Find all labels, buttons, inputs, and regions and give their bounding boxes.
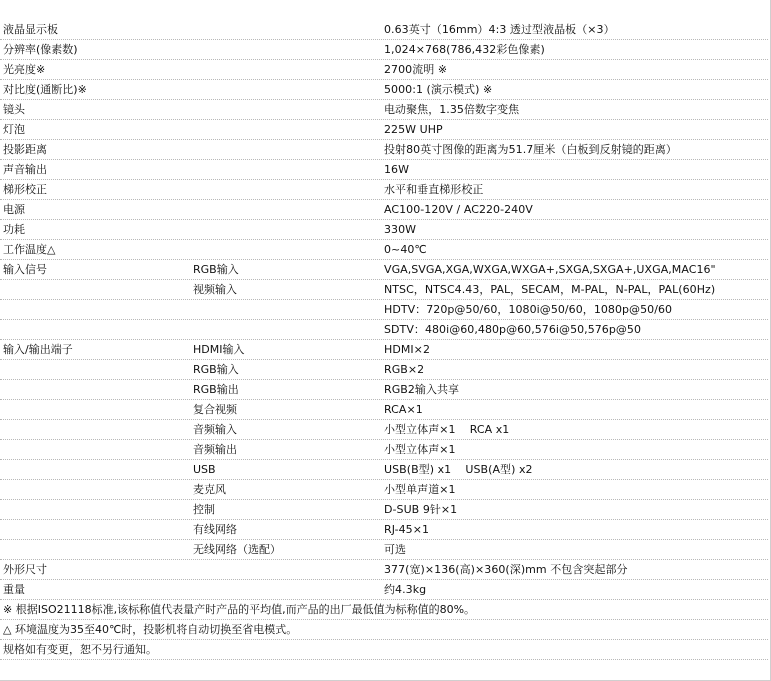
spec-label: 灯泡 — [3, 123, 25, 136]
spec-label: 分辨率(像素数) — [3, 43, 78, 56]
spec-row — [0, 240, 768, 260]
spec-row — [0, 300, 768, 320]
spec-label: 重量 — [3, 583, 25, 596]
footnote-row — [0, 640, 768, 660]
spec-row — [0, 400, 768, 420]
spec-sublabel: 复合视频 — [193, 403, 237, 416]
spec-sublabel: 控制 — [193, 503, 215, 516]
spec-sublabel: 有线网络 — [193, 523, 237, 536]
spec-row — [0, 220, 768, 240]
spec-label: 声音输出 — [3, 163, 47, 176]
spec-row — [0, 140, 768, 160]
spec-label — [3, 460, 191, 479]
spec-value: HDTV：720p@50/60，1080i@50/60，1080p@50/60 — [384, 303, 673, 316]
spec-label: 电源 — [3, 203, 25, 216]
spec-sublabel — [193, 560, 381, 579]
footnote-disclaimer: 规格如有变更，恕不另行通知。 — [3, 643, 157, 656]
spec-row — [0, 520, 768, 540]
spec-sublabel — [193, 160, 381, 179]
spec-value: 小型单声道×1 — [384, 483, 456, 496]
spec-row — [0, 440, 768, 460]
spec-row — [0, 380, 768, 400]
spec-sublabel — [193, 140, 381, 159]
spec-row — [0, 20, 768, 40]
spec-label — [3, 520, 191, 539]
spec-value: SDTV：480i@60,480p@60,576i@50,576p@50 — [384, 323, 642, 336]
spec-row — [0, 340, 768, 360]
footnote-row — [0, 620, 768, 640]
spec-value: HDMI×2 — [384, 343, 430, 356]
spec-value: AC100-120V / AC220-240V — [384, 203, 533, 216]
spec-label: 梯形校正 — [3, 183, 47, 196]
spec-label — [3, 540, 191, 559]
spec-label — [3, 300, 191, 319]
spec-row — [0, 200, 768, 220]
spec-label: 功耗 — [3, 223, 25, 236]
spec-row — [0, 420, 768, 440]
spec-row — [0, 280, 768, 300]
spec-sublabel: 音频输入 — [193, 423, 237, 436]
spec-value: 小型立体声×1 — [384, 443, 456, 456]
footnote-temperature: △ 环境温度为35至40℃时，投影机将自动切换至省电模式。 — [3, 623, 298, 636]
spec-sublabel: RGB输入 — [193, 363, 239, 376]
spec-value: USB(B型) x1 USB(A型) x2 — [384, 463, 533, 476]
spec-row — [0, 100, 768, 120]
spec-label: 输入信号 — [3, 263, 47, 276]
spec-label — [3, 380, 191, 399]
spec-label — [3, 320, 191, 339]
spec-sublabel: HDMI输入 — [193, 343, 245, 356]
spec-label — [3, 280, 191, 299]
spec-row — [0, 120, 768, 140]
spec-label: 镜头 — [3, 103, 25, 116]
spec-row — [0, 460, 768, 480]
spec-row — [0, 500, 768, 520]
spec-label: 输入/输出端子 — [3, 343, 73, 356]
spec-value: VGA,SVGA,XGA,WXGA,WXGA+,SXGA,SXGA+,UXGA,MAC16" — [384, 263, 716, 276]
spec-row — [0, 560, 768, 580]
spec-sublabel: 无线网络（选配） — [193, 543, 281, 556]
spec-row — [0, 580, 768, 600]
spec-value: 225W UHP — [384, 123, 443, 136]
spec-sublabel — [193, 320, 381, 339]
spec-value: 小型立体声×1 RCA x1 — [384, 423, 510, 436]
spec-label: 投影距离 — [3, 143, 47, 156]
spec-row — [0, 360, 768, 380]
spec-value: 330W — [384, 223, 417, 236]
spec-row — [0, 40, 768, 60]
spec-value: 5000:1 (演示模式) ※ — [384, 83, 493, 96]
spec-sublabel: 麦克风 — [193, 483, 226, 496]
spec-row — [0, 80, 768, 100]
spec-sublabel: RGB输出 — [193, 383, 239, 396]
spec-value: 水平和垂直梯形校正 — [384, 183, 484, 196]
spec-label — [3, 500, 191, 519]
spec-row — [0, 60, 768, 80]
spec-sublabel — [193, 60, 381, 79]
spec-value: 2700流明 ※ — [384, 63, 448, 76]
spec-label — [3, 420, 191, 439]
spec-sublabel: 音频输出 — [193, 443, 237, 456]
spec-sublabel: 视频输入 — [193, 283, 237, 296]
spec-value: 1,024×768(786,432彩色像素) — [384, 43, 545, 56]
spec-label: 光亮度※ — [3, 63, 46, 76]
spec-sublabel: USB — [193, 463, 216, 476]
spec-value: RJ-45×1 — [384, 523, 430, 536]
spec-label: 工作温度△ — [3, 243, 56, 256]
spec-value: NTSC，NTSC4.43，PAL，SECAM，M-PAL，N-PAL，PAL(60Hz) — [384, 283, 716, 296]
footnote-row — [0, 600, 768, 620]
spec-value: RGB×2 — [384, 363, 425, 376]
spec-row — [0, 480, 768, 500]
spec-row — [0, 320, 768, 340]
spec-value: 投射80英寸图像的距离为51.7厘米（白板到反射镜的距离） — [384, 143, 677, 156]
spec-sublabel — [193, 40, 381, 59]
spec-value: 可选 — [384, 543, 407, 556]
spec-label — [3, 360, 191, 379]
spec-label: 液晶显示板 — [3, 23, 58, 36]
spec-value: 约4.3kg — [384, 583, 427, 596]
spec-sublabel — [193, 220, 381, 239]
spec-value: 电动聚焦，1.35倍数字变焦 — [384, 103, 520, 116]
footnote-brightness: ※ 根据ISO21118标准,该标称值代表量产时产品的平均值,而产品的出厂最低值为标称值的80%。 — [3, 603, 476, 616]
spec-label — [3, 440, 191, 459]
spec-row — [0, 540, 768, 560]
spec-sublabel — [193, 580, 381, 599]
spec-value: 16W — [384, 163, 410, 176]
spec-value: RGB2输入共享 — [384, 383, 460, 396]
spec-sublabel — [193, 20, 381, 39]
spec-sublabel — [193, 100, 381, 119]
spec-row — [0, 260, 768, 280]
spec-sublabel: RGB输入 — [193, 263, 239, 276]
spec-label — [3, 480, 191, 499]
spec-value: D-SUB 9针×1 — [384, 503, 458, 516]
spec-row — [0, 160, 768, 180]
spec-value: RCA×1 — [384, 403, 423, 416]
spec-sublabel — [193, 240, 381, 259]
spec-sublabel — [193, 200, 381, 219]
spec-sublabel — [193, 120, 381, 139]
spec-sublabel — [193, 300, 381, 319]
spec-row — [0, 180, 768, 200]
spec-sublabel — [193, 180, 381, 199]
spec-label: 外形尺寸 — [3, 563, 47, 576]
spec-value: 0~40℃ — [384, 243, 427, 256]
spec-label — [3, 400, 191, 419]
spec-value: 0.63英寸（16mm）4:3 透过型液晶板（×3） — [384, 23, 615, 36]
spec-label: 对比度(通断比)※ — [3, 83, 87, 96]
spec-sublabel — [193, 80, 381, 99]
spec-value: 377(宽)×136(高)×360(深)mm 不包含突起部分 — [384, 563, 628, 576]
